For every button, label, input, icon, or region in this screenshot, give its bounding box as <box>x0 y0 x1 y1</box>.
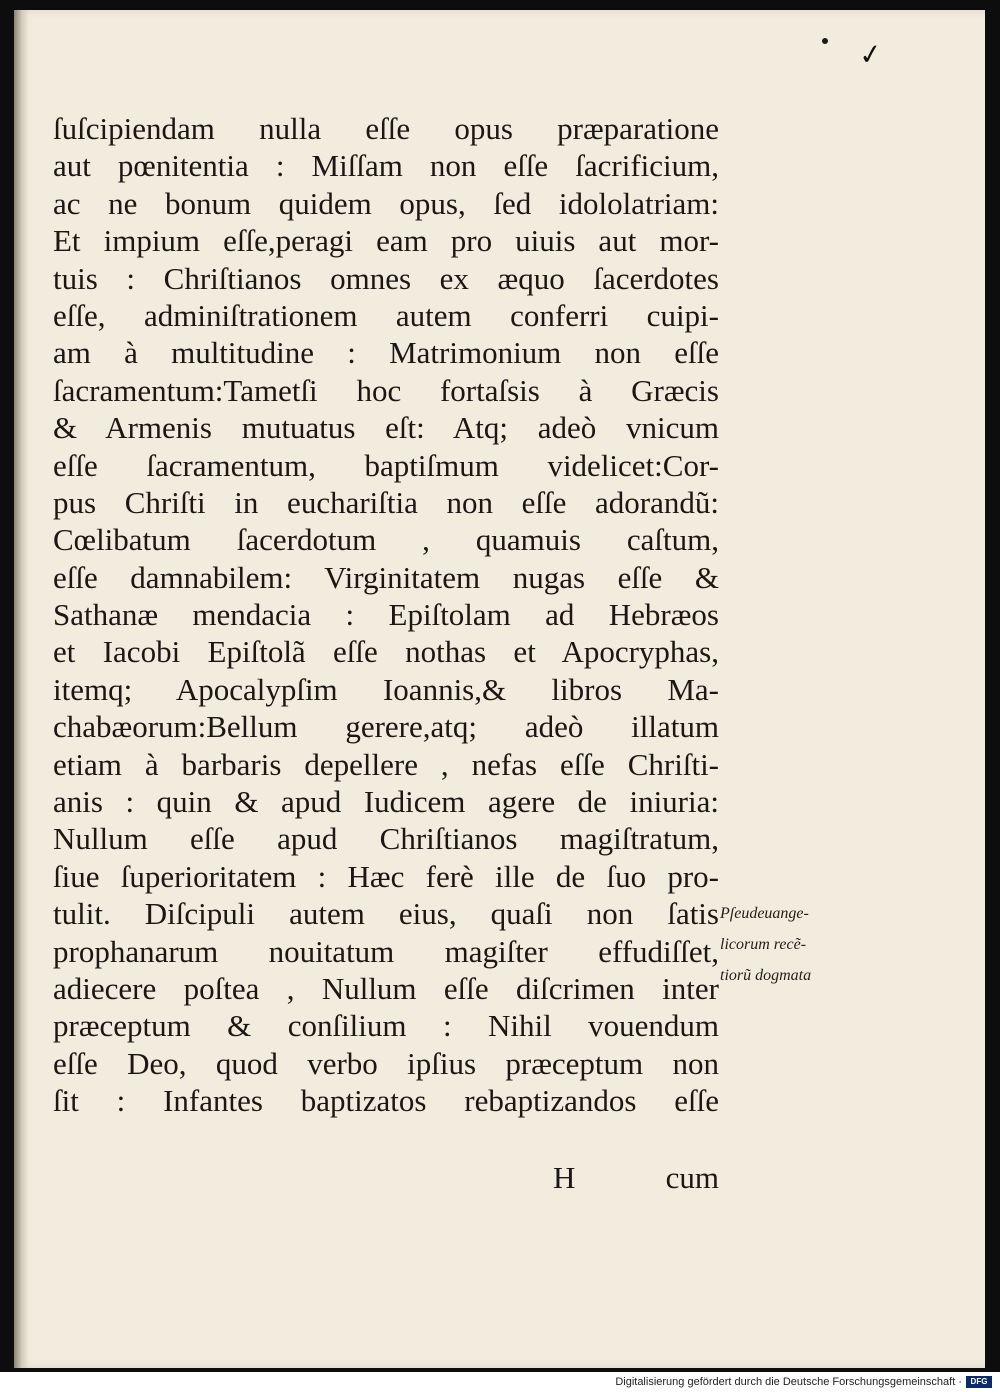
signature-mark: H <box>553 1160 576 1195</box>
footer-bar <box>0 1372 1000 1392</box>
check-mark-icon: ✓ <box>856 36 885 73</box>
text-line: prophanarum nouitatum magiſter effudiſſet, <box>53 933 719 969</box>
text-line: eſſe, adminiſtrationem autem conferri cuipi- <box>53 297 719 333</box>
text-line: Sathanæ mendacia : Epiſtolam ad Hebræos <box>53 597 719 633</box>
text-line: eſſe ſacramentum, baptiſmum videlicet:Cor- <box>53 447 719 483</box>
margin-note <box>720 898 870 991</box>
text-line: aut pœnitentia : Miſſam non eſſe ſacrificium, <box>53 148 719 184</box>
text-line: Cœlibatum ſacerdotum , quamuis caſtum, <box>53 522 719 558</box>
margin-note-line: licorum recẽ- <box>720 936 807 953</box>
text-line: am à multitudine : Matrimonium non eſſe <box>53 335 719 371</box>
text-line: tulit. Diſcipuli autem eius, quaſi non ſatis <box>53 896 719 932</box>
text-line: ſuſcipiendam nulla eſſe opus præparatione <box>53 111 719 146</box>
text-line: ſiue ſuperioritatem : Hæc ferè ille de ſuo pro- <box>53 858 719 894</box>
text-line: Nullum eſſe apud Chriſtianos magiſtratum, <box>53 821 719 857</box>
text-line: pus Chriſti in euchariſtia non eſſe adorandũ: <box>53 484 719 520</box>
catchword: cum <box>665 1160 719 1195</box>
text-line: eſſe Deo, quod verbo ipſius præceptum non <box>53 1045 719 1081</box>
text-line: anis : quin & apud Iudicem agere de iniuria: <box>53 784 719 820</box>
dfg-logo: DFG <box>966 1376 992 1388</box>
text-line: eſſe damnabilem: Virginitatem nugas eſſe & <box>53 559 719 595</box>
text-line: itemq; Apocalypſim Ioannis,& libros Ma- <box>53 671 719 707</box>
funding-credit: Digitalisierung gefördert durch die Deutsche Forschungsgemeinschaft · <box>615 1376 962 1388</box>
text-line: ſacramentum:Tametſi hoc fortaſsis à Græcis <box>53 372 719 408</box>
text-line: ac ne bonum quidem opus, ſed idololatriam: <box>53 185 719 221</box>
text-line: etiam à barbaris depellere , nefas eſſe Chriſti- <box>53 746 719 782</box>
margin-note-line: Pſeudeuange- <box>720 905 809 922</box>
text-line: tuis : Chriſtianos omnes ex æquo ſacerdotes <box>53 260 719 296</box>
text-line: & Armenis mutuatus eſt: Atq; adeò vnicum <box>53 410 719 446</box>
body-text <box>53 110 719 1120</box>
text-line: præceptum & conſilium : Nihil vouendum <box>53 1008 719 1044</box>
text-line: adiecere poſtea , Nullum eſſe diſcrimen inter <box>53 970 719 1006</box>
text-line: chabæorum:Bellum gerere,atq; adeò illatum <box>53 709 719 745</box>
page-foot-line <box>53 1160 719 1200</box>
ink-dot <box>822 38 828 44</box>
text-line: ſit : Infantes baptizatos rebaptizandos eſſe <box>53 1083 719 1119</box>
margin-note-line: tiorũ dogmata <box>720 967 812 984</box>
text-line: et Iacobi Epiſtolã eſſe nothas et Apocryphas, <box>53 634 719 670</box>
text-line: Et impium eſſe,peragi eam pro uiuis aut mor- <box>53 223 719 259</box>
